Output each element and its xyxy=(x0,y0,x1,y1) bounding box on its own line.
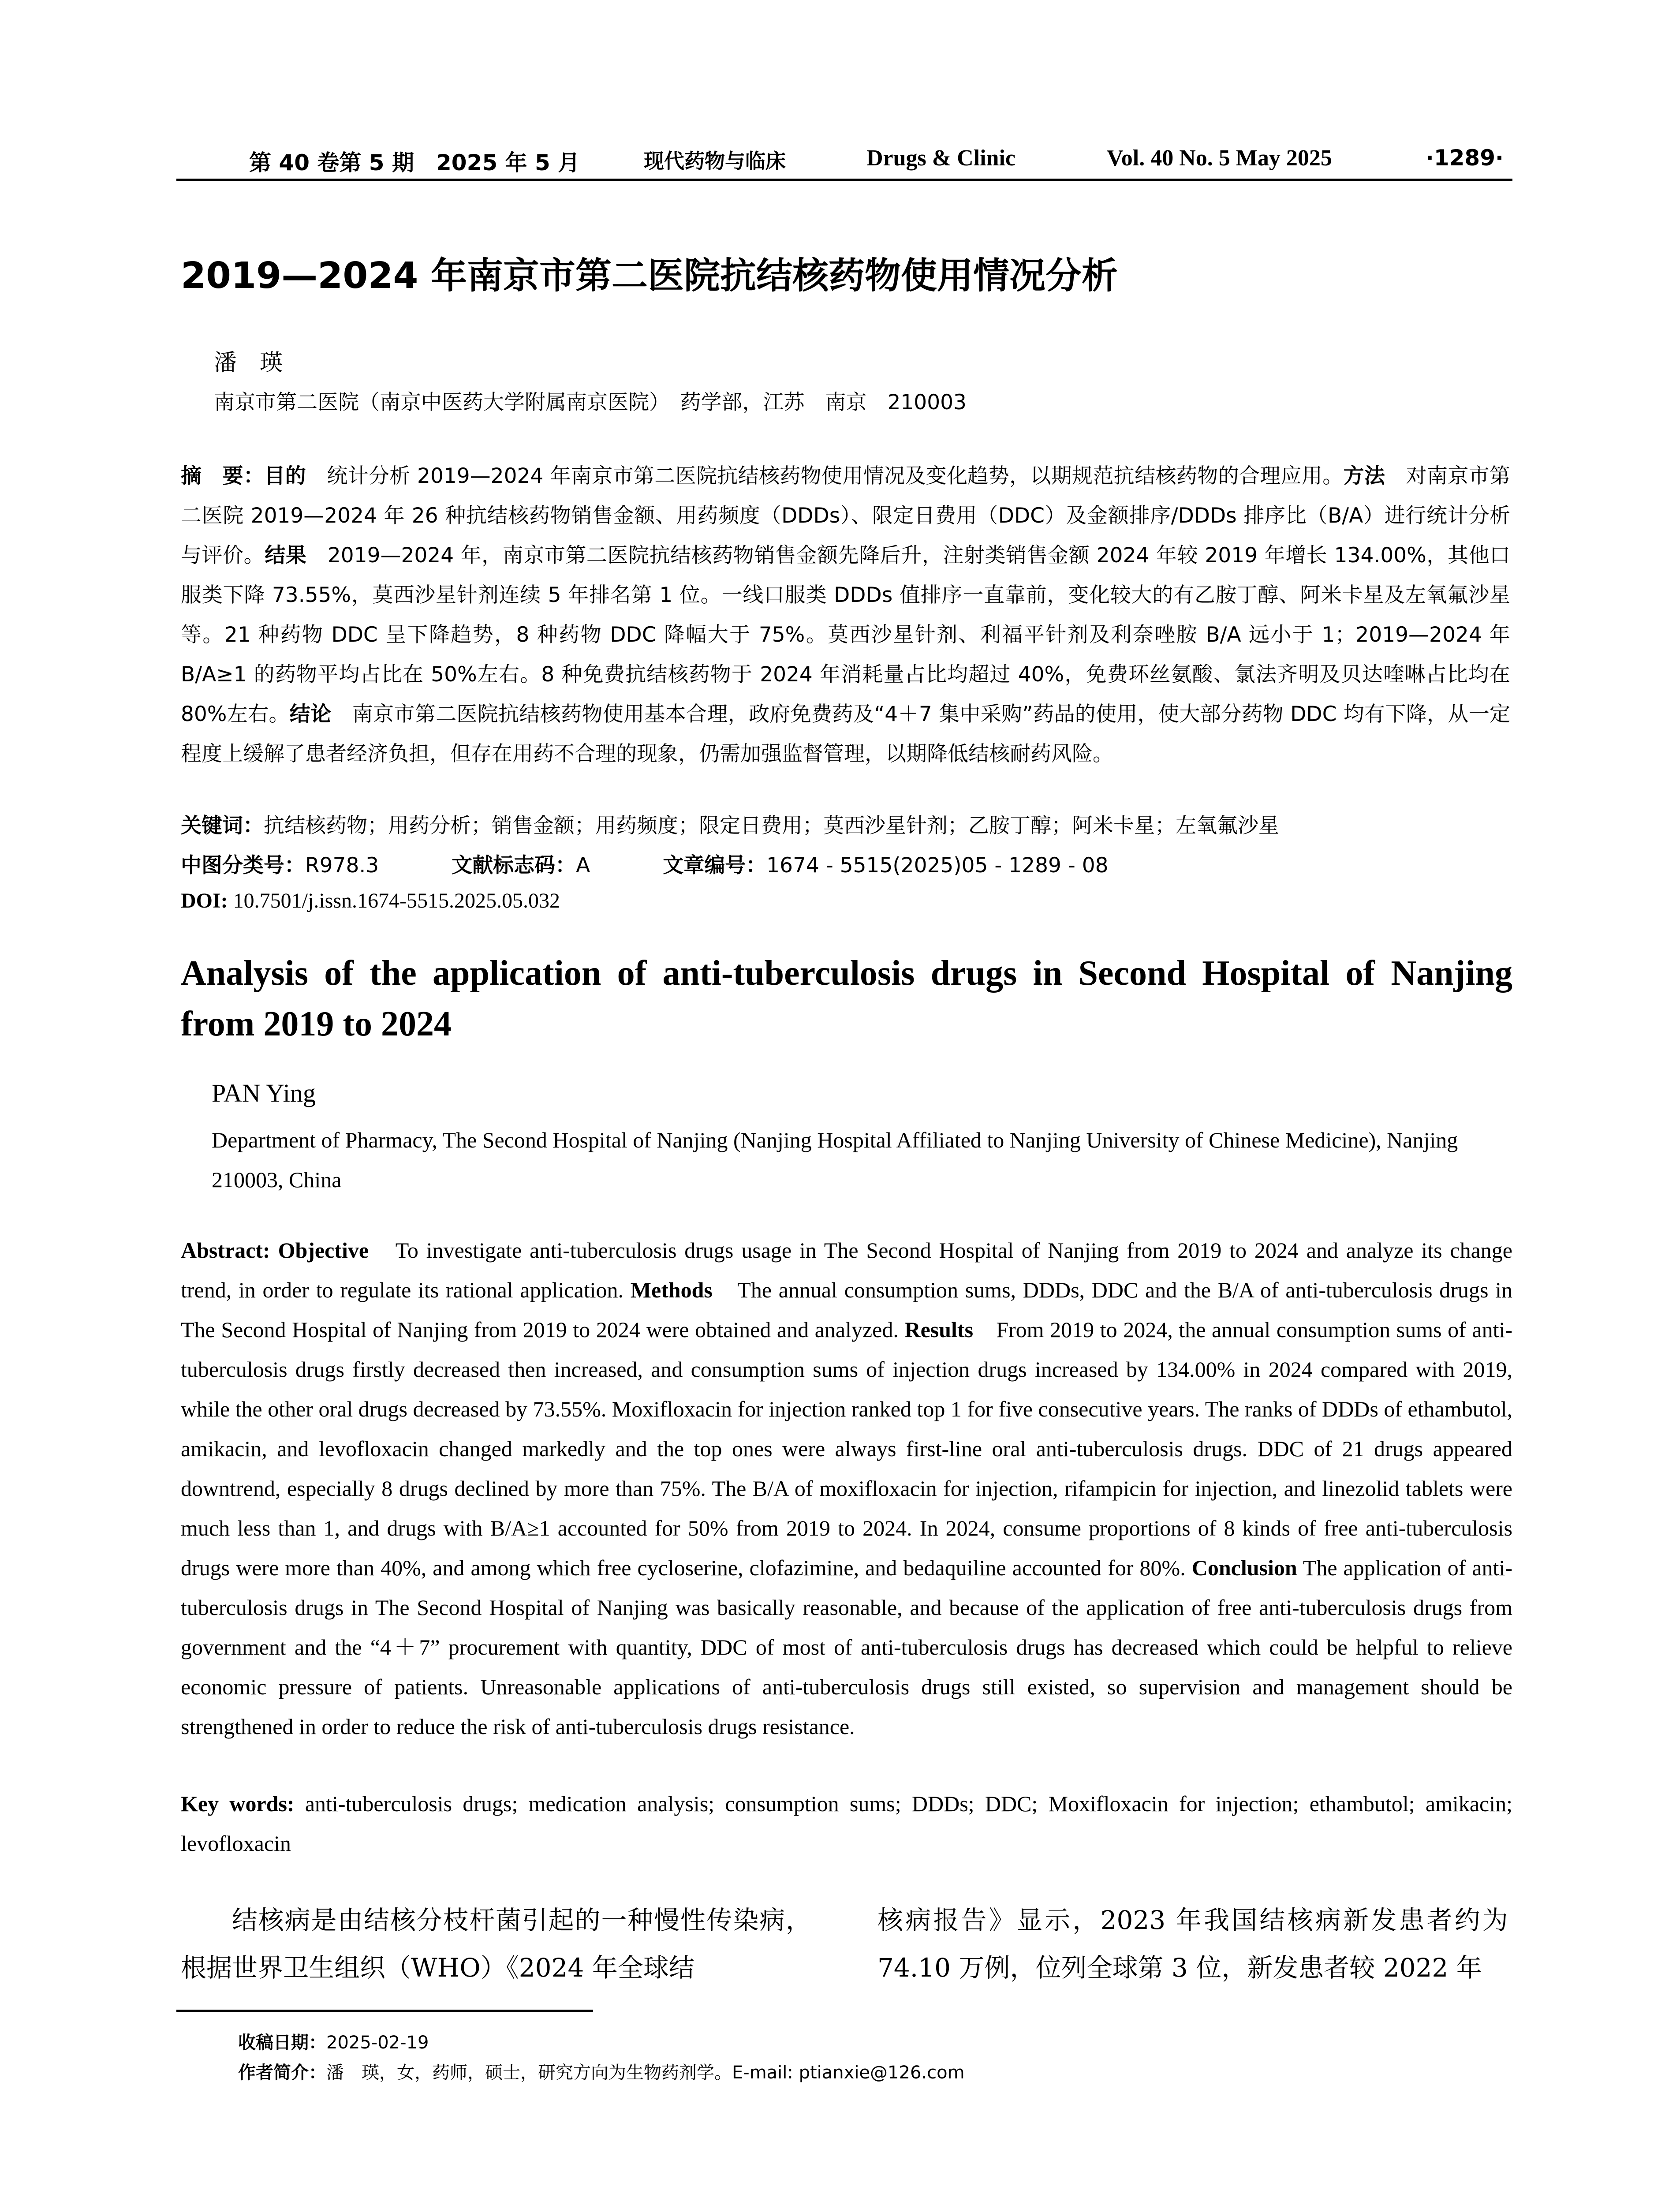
issue-en: Vol. 40 No. 5 May 2025 xyxy=(1107,146,1332,171)
doi-value[interactable]: 10.7501/j.issn.1674-5515.2025.05.032 xyxy=(228,889,560,912)
doc-code-label: 文献标志码： xyxy=(452,853,576,878)
clc-label: 中图分类号： xyxy=(181,853,305,878)
article-no-value: 1674 - 5515(2025)05 - 1289 - 08 xyxy=(766,853,1109,878)
en-objective-label: Abstract: Objective xyxy=(181,1238,369,1263)
en-keywords-label: Key words: xyxy=(181,1791,295,1816)
article-no-label: 文章编号： xyxy=(663,853,767,878)
en-abstract xyxy=(181,1230,1512,1746)
en-keywords xyxy=(181,1784,1512,1863)
bio-label: 作者简介： xyxy=(238,2063,326,2083)
cn-author: 潘 瑛 xyxy=(214,350,283,376)
cn-methods-label: 方法 xyxy=(1343,464,1385,488)
cn-results-label: 结果 xyxy=(265,543,307,568)
issue-cn: 第 40 卷第 5 期 2025 年 5 月 xyxy=(249,150,580,176)
cn-keywords xyxy=(181,809,1279,839)
received-date: 2025-02-19 xyxy=(326,2033,429,2053)
journal-en: Drugs & Clinic xyxy=(866,146,1015,171)
cn-results: 2019—2024 年，南京市第二医院抗结核药物销售金额先降后升，注射类销售金额 2024 年较 2019 年增长 134.00%，其他口服类下降 73.55%，莫西沙星针剂连续 5 年排名第 1 位。一线口服类 DDDs 值排序一直靠前，变化较大的有乙胺丁醇、阿米卡星及左氧氟沙星等。21 种药物 DDC 呈下降趋势，8 种药物 DDC 降幅大于 75%。莫西沙星针剂、利福平针剂及利奈唑胺 B/A 远小于 1；2019—2024 年 B/A≥1 的药物平均占比在 50%左右。8 种免费抗结核药物于 2024 年消耗量占比均超过 40%，免费环丝氨酸、氯法齐明及贝达喹啉占比均在 80%左右。 xyxy=(181,543,1510,726)
body-column-right: 核病报告》显示，2023 年我国结核病新发患者约为 74.10 万例，位列全球第 3 位，新发患者较 2022 年 xyxy=(877,1905,1508,1983)
clc xyxy=(181,853,379,878)
journal-cn: 现代药物与临床 xyxy=(644,149,786,173)
received-label: 收稿日期： xyxy=(238,2033,326,2053)
cn-abstract xyxy=(181,456,1510,774)
en-author: PAN Ying xyxy=(212,1079,316,1107)
cn-title: 2019—2024 年南京市第二医院抗结核药物使用情况分析 xyxy=(181,255,1118,297)
en-objective: To investigate anti-tuberculosis drugs usage in The Second Hospital of Nanjing from 2019 to 2024 and analyze its change trend, in order to regulate its rational application. xyxy=(181,1238,1512,1302)
doi-label: DOI: xyxy=(181,889,228,912)
cn-classification xyxy=(181,849,1175,878)
cn-affiliation: 南京市第二医院（南京中医药大学附属南京医院） 药学部，江苏 南京 210003 xyxy=(214,390,967,415)
en-keywords-text: anti-tuberculosis drugs; medication analysis; consumption sums; DDDs; DDC; Moxifloxacin for injection; ethambutol; amikacin; levofloxacin xyxy=(181,1791,1512,1856)
cn-conclusion: 南京市第二医院抗结核药物使用基本合理，政府免费药及“4＋7 集中采购”药品的使用，使大部分药物 DDC 均有下降，从一定程度上缓解了患者经济负担，但存在用药不合理的现象，仍需加强监督管理，以期降低结核耐药风险。 xyxy=(181,702,1510,766)
cn-objective-label: 目的 xyxy=(264,464,306,488)
bio-text: 潘 瑛，女，药师，硕士，研究方向为生物药剂学。E-mail: ptianxie@126.com xyxy=(326,2063,965,2083)
page-number: ·1289· xyxy=(1425,145,1504,171)
cn-conclusion-label: 结论 xyxy=(289,702,332,726)
en-methods: The annual consumption sums, DDDs, DDC and the B/A of anti-tuberculosis drugs in The Second Hospital of Nanjing from 2019 to 2024 were obtained and analyzed. xyxy=(181,1278,1513,1342)
cn-keywords-text: 抗结核药物；用药分析；销售金额；用药频度；限定日费用；莫西沙星针剂；乙胺丁醇；阿米卡星；左氧氟沙星 xyxy=(264,814,1279,838)
cn-methods: 对南京市第二医院 2019—2024 年 26 种抗结核药物销售金额、用药频度（DDDs）、限定日费用（DDC）及金额排序/DDDs 排序比（B/A）进行统计分析与评价。 xyxy=(181,464,1511,568)
cn-objective: 统计分析 2019—2024 年南京市第二医院抗结核药物使用情况及变化趋势，以期规范抗结核药物的合理应用。 xyxy=(306,464,1344,488)
footnote-rule xyxy=(176,2010,593,2012)
en-methods-label: Methods xyxy=(630,1278,713,1302)
en-title: Analysis of the application of anti-tuberculosis drugs in Second Hospital of Nanjing from 2019 to 2024 xyxy=(181,954,1512,1043)
running-header xyxy=(176,139,1512,181)
en-conclusion: The application of anti-tuberculosis drugs in The Second Hospital of Nanjing was basically reasonable, and because of the application of free anti-tuberculosis drugs from government and the “4＋7” procurement with quantity, DDC of most of anti-tuberculosis drugs has decreased which could be helpful to relieve economic pressure of patients. Unreasonable applications of anti-tuberculosis drugs still existed, so supervision and management should be strengthened in order to reduce the risk of anti-tuberculosis drugs resistance. xyxy=(181,1555,1512,1739)
footnote-bio xyxy=(238,2059,965,2084)
en-results-label: Results xyxy=(904,1317,974,1342)
footnote-received xyxy=(238,2029,429,2054)
body-column-left: 结核病是由结核分枝杆菌引起的一种慢性传染病，根据世界卫生组织（WHO）《2024 年全球结 xyxy=(181,1905,811,1983)
doi xyxy=(181,889,560,913)
en-conclusion-label: Conclusion xyxy=(1191,1555,1297,1580)
doc-code xyxy=(452,853,590,878)
cn-keywords-label: 关键词： xyxy=(181,814,264,838)
en-results: From 2019 to 2024, the annual consumption sums of anti-tuberculosis drugs firstly decreased then increased, and consumption sums of injection drugs increased by 134.00% in 2024 compared with 2019, while the other oral drugs decreased by 73.55%. Moxifloxacin for injection ranked top 1 for five consecutive years. The ranks of DDDs of ethambutol, amikacin, and levofloxacin changed markedly and the top ones were always first-line oral anti-tuberculosis drugs. DDC of 21 drugs appeared downtrend, especially 8 drugs declined by more than 75%. The B/A of moxifloxacin for injection, rifampicin for injection, and linezolid tablets were much less than 1, and drugs with B/A≥1 accounted for 50% from 2019 to 2024. In 2024, consume proportions of 8 kinds of free anti-tuberculosis drugs were more than 40%, and among which free cycloserine, clofazimine, and bedaquiline accounted for 80%. xyxy=(181,1317,1513,1580)
cn-abstract-label: 摘 要： xyxy=(181,464,265,488)
clc-value: R978.3 xyxy=(305,853,379,878)
doc-code-value: A xyxy=(576,853,590,878)
article-no xyxy=(663,853,1108,878)
en-affiliation: Department of Pharmacy, The Second Hospital of Nanjing (Nanjing Hospital Affiliated to Nanjing University of Chinese Medicine), Nanjing 210003, China xyxy=(212,1128,1458,1192)
